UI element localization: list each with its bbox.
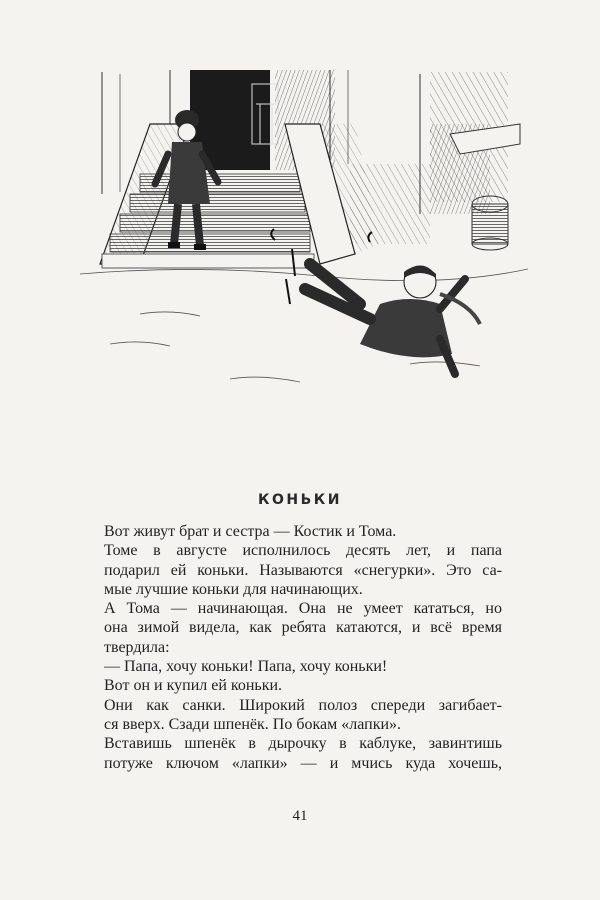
text-line: ся вверх. Сзади шпенёк. По бокам «лапки».	[104, 715, 402, 733]
winter-scene-illustration	[80, 64, 528, 400]
paragraph-6	[104, 696, 502, 735]
text-line: Вот живут брат и сестра — Костик и Тома.	[104, 523, 397, 540]
text-line: А Тома — начинающая. Она не умеет кататься, но	[104, 600, 502, 618]
text-line: Томе в августе исполнилось десять лет, и папа	[104, 542, 502, 560]
chapter-title: КОНЬКИ	[258, 492, 342, 508]
text-line: Они как санки. Широкий полоз спереди загибает-	[104, 696, 502, 714]
text-line: Вот он и купил ей коньки.	[104, 677, 283, 695]
paragraph-4	[104, 657, 502, 676]
paragraph-7	[104, 734, 502, 773]
text-line: — Папа, хочу коньки! Папа, хочу коньки!	[104, 658, 388, 676]
paragraph-1	[104, 522, 502, 541]
text-line: подарил ей коньки. Называются «снегурки». Это са-	[104, 561, 502, 579]
text-line: мые лучшие коньки для начинающих.	[104, 580, 363, 598]
page-number: 41	[292, 808, 308, 824]
body-text	[104, 522, 502, 773]
text-line: твердила:	[104, 638, 170, 656]
text-line: потуже ключом «лапки» — и мчись куда хочешь,	[104, 754, 502, 772]
paragraph-2	[104, 541, 502, 599]
illustration-svg	[80, 64, 528, 400]
text-line: Вставишь шпенёк в дырочку в каблуке, завинтишь	[104, 735, 502, 753]
text-line: она зимой видела, как ребята катаются, и всё время	[104, 619, 502, 637]
paragraph-3	[104, 599, 502, 657]
paragraph-5	[104, 676, 502, 695]
